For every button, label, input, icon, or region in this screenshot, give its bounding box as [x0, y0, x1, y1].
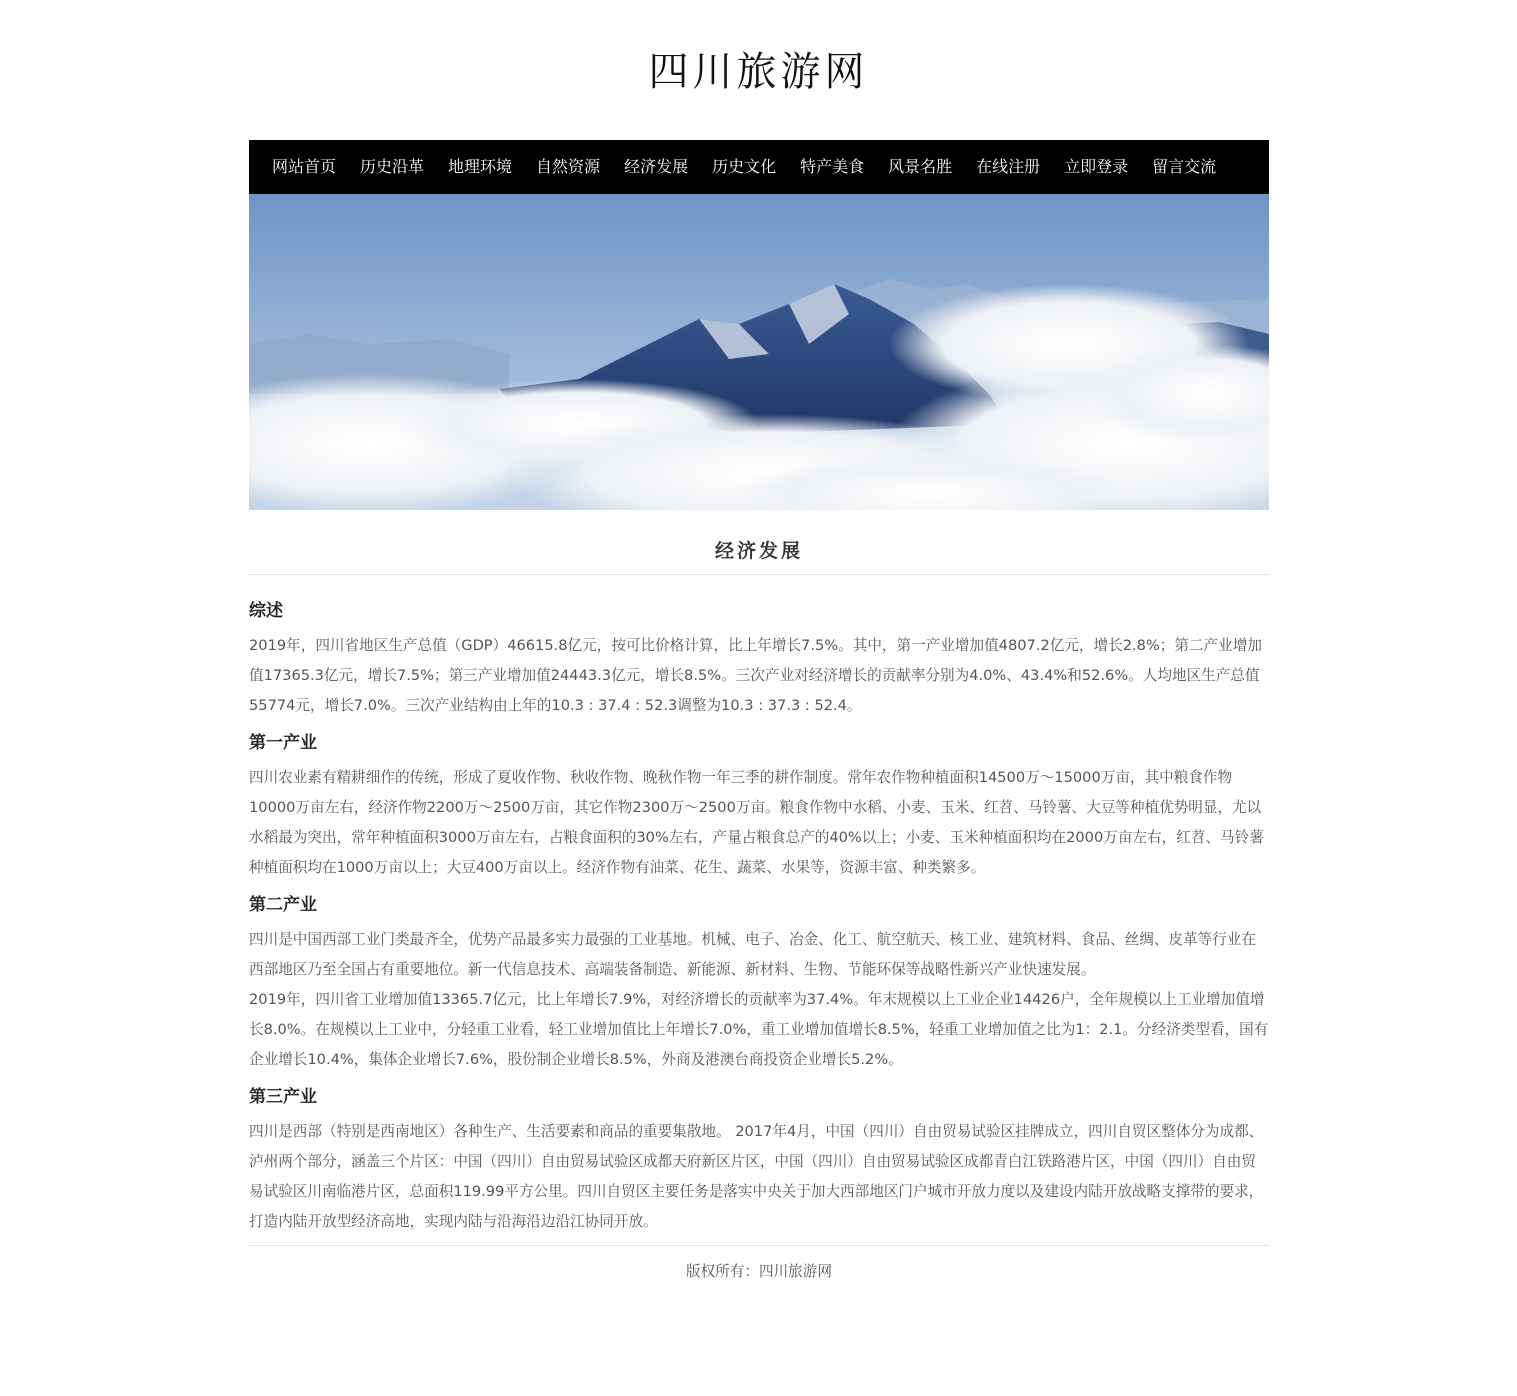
main-container — [249, 140, 1269, 1281]
section-paragraph: 四川是西部（特别是西南地区）各种生产、生活要素和商品的重要集散地。 2017年4月，中国（四川）自由贸易试验区挂牌成立，四川自贸区整体分为成都、泸州两个部分，涵盖三个片区：中国（四川）自由贸易试验区成都天府新区片区，中国（四川）自由贸易试验区成都青白江铁路港片区，中国（四川）自由贸易试验区川南临港片区，总面积119.99平方公里。四川自贸区主要任务是落实中央关于加大西部地区门户城市开放力度以及建设内陆开放战略支撑带的要求，打造内陆开放型经济高地，实现内陆与沿海沿边沿江协同开放。 — [249, 1123, 1264, 1230]
section-heading: 第一产业 — [249, 733, 317, 753]
section-paragraph: 四川是中国西部工业门类最齐全，优势产品最多实力最强的工业基地。机械、电子、冶金、化工、航空航天、核工业、建筑材料、食品、丝绸、皮革等行业在西部地区乃至全国占有重要地位。新一代信息技术、高端装备制造、新能源、新材料、生物、节能环保等战略性新兴产业快速发展。 — [249, 931, 1256, 978]
main-nav — [249, 140, 1269, 194]
nav-item-geography[interactable]: 地理环境 — [448, 157, 513, 176]
nav-item-messages[interactable]: 留言交流 — [1152, 157, 1217, 176]
nav-item-history[interactable]: 历史沿革 — [360, 157, 425, 176]
section-heading: 第三产业 — [249, 1087, 317, 1107]
section-heading: 综述 — [249, 601, 283, 621]
nav-item-resources[interactable]: 自然资源 — [536, 157, 601, 176]
page-title: 经济发展 — [714, 540, 803, 562]
nav-item-culture[interactable]: 历史文化 — [712, 157, 777, 176]
article-content — [249, 575, 1269, 1237]
footer-copyright: 版权所有：四川旅游网 — [686, 1263, 832, 1280]
section-paragraph: 2019年，四川省工业增加值13365.7亿元，比上年增长7.9%，对经济增长的贡献率为37.4%。年末规模以上工业企业14426户，全年规模以上工业增加值增长8.0%。在规模以上工业中，分轻重工业看，轻工业增加值比上年增长7.0%，重工业增加值增长8.5%，轻重工业增加值之比为1：2.1。分经济类型看，国有企业增长10.4%，集体企业增长7.6%，股份制企业增长8.5%，外商及港澳台商投资企业增长5.2%。 — [249, 991, 1269, 1068]
section-paragraph: 四川农业素有精耕细作的传统，形成了夏收作物、秋收作物、晚秋作物一年三季的耕作制度。常年农作物种植面积14500万～15000万亩，其中粮食作物10000万亩左右，经济作物2200万～2500万亩，其它作物2300万～2500万亩。粮食作物中水稻、小麦、玉米、红苕、马铃薯、大豆等种植优势明显，尤以水稻最为突出，常年种植面积3000万亩左右，占粮食面积的30%左右，产量占粮食总产的40%以上；小麦、玉米种植面积均在2000万亩左右，红苕、马铃薯种植面积均在1000万亩以上；大豆400万亩以上。经济作物有油菜、花生、蔬菜、水果等，资源丰富、种类繁多。 — [249, 769, 1264, 876]
section-heading: 第二产业 — [249, 895, 317, 915]
nav-item-economy[interactable]: 经济发展 — [624, 157, 689, 176]
site-title: 四川旅游网 — [648, 49, 869, 95]
nav-item-register[interactable]: 在线注册 — [976, 157, 1041, 176]
section-primary-industry — [249, 729, 1269, 883]
banner-image — [249, 194, 1269, 510]
section-tertiary-industry — [249, 1083, 1269, 1237]
nav-item-home[interactable]: 网站首页 — [272, 157, 337, 176]
section-secondary-industry — [249, 891, 1269, 1075]
nav-item-food[interactable]: 特产美食 — [800, 157, 865, 176]
section-overview — [249, 597, 1269, 721]
nav-item-scenery[interactable]: 风景名胜 — [888, 157, 953, 176]
section-paragraph: 2019年，四川省地区生产总值（GDP）46615.8亿元，按可比价格计算，比上年增长7.5%。其中，第一产业增加值4807.2亿元，增长2.8%；第二产业增加值17365.3亿元，增长7.5%；第三产业增加值24443.3亿元，增长8.5%。三次产业对经济增长的贡献率分别为4.0%、43.4%和52.6%。人均地区生产总值55774元，增长7.0%。三次产业结构由上年的10.3 : 37.4 : 52.3调整为10.3 : 37.3 : 52.4。 — [249, 637, 1262, 714]
nav-item-login[interactable]: 立即登录 — [1064, 157, 1129, 176]
